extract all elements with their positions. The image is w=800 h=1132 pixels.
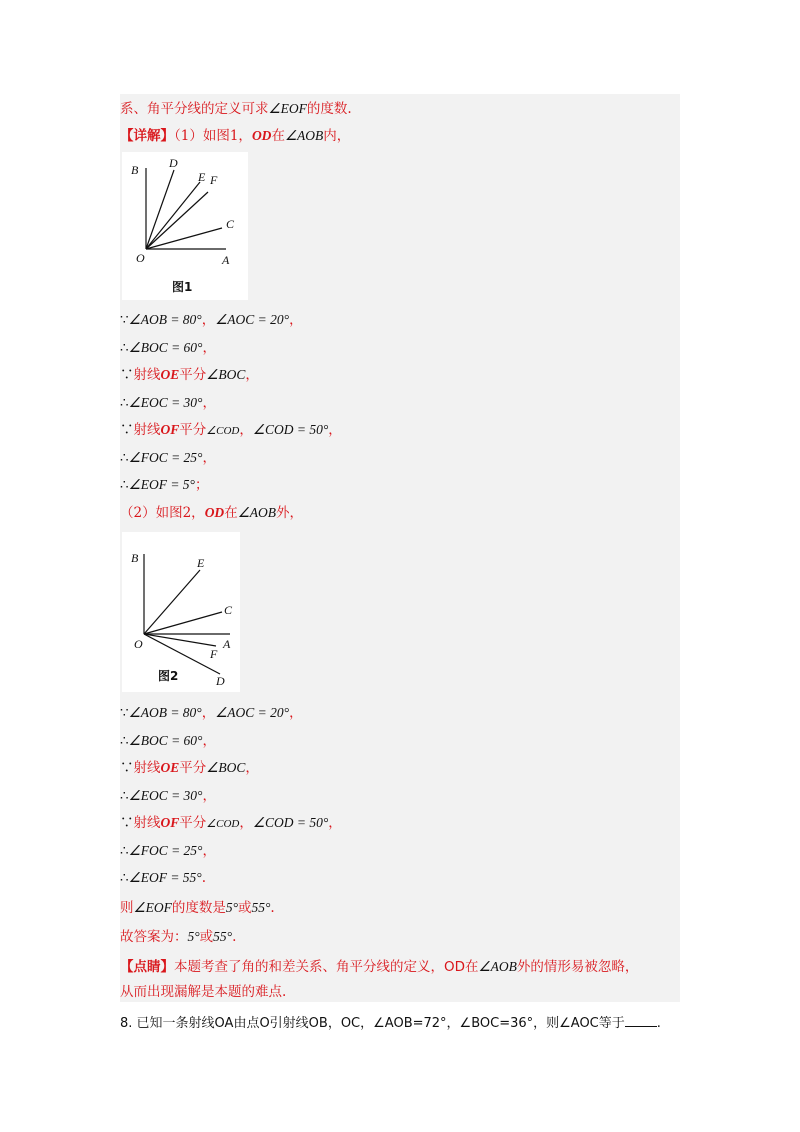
step-symbol: ∵ — [120, 760, 134, 776]
step-symbol: ∴ — [120, 733, 129, 749]
step-expr: ∠EOC = 30° — [128, 395, 203, 410]
conclusion-value-2: 55° — [251, 900, 271, 915]
step-ray: OE — [160, 367, 180, 382]
label-o: O — [134, 637, 143, 651]
detail2-expr: ∠AOB — [237, 505, 277, 520]
step-2-1 — [120, 704, 303, 722]
step-symbol: ∴ — [120, 843, 129, 859]
step-1-2 — [120, 339, 216, 357]
detail1-text: （1）如图1， — [174, 128, 252, 144]
label-o: O — [136, 251, 145, 265]
question-text: 已知一条射线OA由点O引射线OB，OC，∠AOB=72°，∠BOC=36°，则∠AOC等于 — [136, 1016, 625, 1031]
label-e: E — [197, 556, 205, 570]
label-a: A — [223, 637, 231, 651]
comment-text-b: 在 — [465, 959, 479, 975]
step-expr: ∠EOF = 55° — [128, 870, 202, 885]
step-symbol: ∴ — [120, 450, 129, 466]
step-expr: ∠FOC = 25° — [128, 843, 203, 858]
figure-1-diagram — [122, 152, 248, 300]
step-end: ， — [245, 760, 259, 776]
step-expr: ∠EOC = 30° — [128, 788, 203, 803]
step-text2: 平分 — [179, 367, 207, 383]
step-text: 射线 — [133, 422, 161, 438]
step-2-6 — [120, 842, 216, 860]
step-1-7 — [120, 476, 208, 494]
comment-line-1 — [120, 958, 638, 976]
conclusion-text: 则 — [120, 900, 134, 916]
detail2-mid: 在 — [224, 505, 238, 521]
detail2-od: OD — [204, 505, 225, 520]
step-end: ， — [202, 733, 216, 749]
step-expr: ∠FOC = 25° — [128, 450, 203, 465]
label-d: D — [169, 156, 178, 170]
step-text: 射线 — [133, 367, 161, 383]
label-f: F — [210, 173, 218, 187]
step-symbol: ∵ — [120, 815, 134, 831]
step-expr2: ∠COD = 50° — [252, 422, 329, 437]
intro-text: 系、角平分线的定义可求 — [120, 101, 269, 117]
step-1-6 — [120, 449, 216, 467]
step-expr: ∠EOF = 5° — [128, 477, 195, 492]
step-end: ， — [289, 705, 303, 721]
step-end: ， — [245, 367, 259, 383]
label-d: D — [216, 674, 225, 688]
step-sep: ， — [201, 312, 216, 328]
step-symbol: ∵ — [120, 422, 134, 438]
step-end: ， — [328, 815, 342, 831]
step-expr: ∠BOC — [206, 367, 246, 382]
step-end: ， — [202, 450, 216, 466]
step-2-7 — [120, 869, 206, 887]
label-c: C — [224, 603, 233, 617]
figure-2 — [122, 532, 240, 692]
ray-od — [146, 170, 174, 249]
step-ray: OF — [160, 422, 180, 437]
label-c: C — [226, 217, 235, 231]
answer-text: 故答案为： — [120, 929, 188, 945]
detail2-after: 外， — [276, 505, 304, 521]
detail1-mid: 在 — [271, 128, 285, 144]
label-b: B — [131, 551, 139, 565]
step-text: 射线 — [133, 815, 161, 831]
comment-text-c: 外的情形易被忽略， — [516, 959, 639, 975]
step-text2: 平分 — [179, 422, 207, 438]
comment-text-a: 本题考查了角的和差关系、角平分线的定义， — [174, 959, 444, 975]
detail-tag: 【详解】 — [120, 128, 174, 144]
comment-tag: 【点睛】 — [120, 959, 174, 975]
conclusion-text2: 的度数是 — [171, 900, 226, 916]
question-8 — [120, 1012, 661, 1031]
step-sep: ， — [201, 705, 216, 721]
step-symbol: ∵ — [120, 367, 134, 383]
ray-oc — [144, 612, 222, 634]
answer-end: . — [232, 929, 237, 945]
figure-2-diagram — [122, 532, 240, 692]
step-end: . — [201, 870, 206, 886]
conclusion-value-1: 5° — [225, 900, 239, 915]
intro-expr: ∠EOF — [268, 101, 307, 116]
comment-line-2 — [120, 983, 286, 1001]
step-expr: ∠COD — [206, 818, 240, 830]
figure-1 — [122, 152, 248, 300]
step-2-5 — [120, 814, 342, 833]
conclusion-line — [120, 899, 275, 917]
detail1-od: OD — [251, 128, 272, 143]
step-1-3 — [120, 366, 259, 384]
comment-od: OD — [444, 959, 466, 975]
detail-line-1 — [120, 127, 350, 145]
step-2-3 — [120, 759, 259, 777]
step-1-4 — [120, 394, 216, 412]
step-symbol: ∴ — [120, 477, 129, 493]
step-expr2: ∠AOC = 20° — [215, 312, 290, 327]
answer-blank[interactable] — [625, 1014, 657, 1027]
answer-value-1: 5° — [187, 929, 200, 944]
step-sep: ， — [239, 815, 253, 831]
step-end: ， — [202, 788, 216, 804]
step-2-4 — [120, 787, 216, 805]
step-expr: ∠AOB = 80° — [128, 312, 202, 327]
answer-line — [120, 928, 236, 946]
step-expr: ∠BOC — [206, 760, 246, 775]
step-ray: OF — [160, 815, 180, 830]
step-1-1 — [120, 311, 303, 329]
step-end: ， — [289, 312, 303, 328]
step-expr: ∠AOB = 80° — [128, 705, 202, 720]
conclusion-expr: ∠EOF — [133, 900, 172, 915]
question-end: . — [656, 1016, 661, 1031]
label-a: A — [222, 253, 230, 267]
answer-value-2: 55° — [213, 929, 233, 944]
conclusion-end: . — [270, 900, 275, 916]
detail1-after: 内， — [323, 128, 351, 144]
intro-line — [120, 100, 352, 118]
step-end: ， — [328, 422, 342, 438]
comment-expr: ∠AOB — [478, 959, 517, 974]
label-f: F — [210, 647, 218, 661]
step-sep: ， — [239, 422, 253, 438]
step-symbol: ∴ — [120, 395, 129, 411]
step-ray: OE — [160, 760, 180, 775]
question-number: 8. — [120, 1016, 133, 1031]
ray-oe — [146, 182, 200, 249]
step-text2: 平分 — [179, 760, 207, 776]
label-b: B — [131, 163, 139, 177]
step-expr: ∠BOC = 60° — [128, 340, 203, 355]
step-end: ， — [202, 340, 216, 356]
ray-oe — [144, 570, 200, 634]
answer-or: 或 — [199, 929, 214, 945]
label-e: E — [198, 170, 206, 184]
step-symbol: ∴ — [120, 870, 129, 886]
step-text2: 平分 — [179, 815, 207, 831]
step-expr: ∠COD — [206, 425, 240, 437]
step-end: ， — [202, 395, 216, 411]
step-symbol: ∴ — [120, 788, 129, 804]
step-end: ； — [194, 477, 209, 493]
step-symbol: ∵ — [120, 705, 129, 721]
step-symbol: ∴ — [120, 340, 129, 356]
step-text: 射线 — [133, 760, 161, 776]
step-1-5 — [120, 421, 342, 440]
step-expr: ∠BOC = 60° — [128, 733, 203, 748]
step-2-2 — [120, 732, 216, 750]
step-expr2: ∠AOC = 20° — [215, 705, 290, 720]
conclusion-or: 或 — [238, 900, 252, 916]
figure-2-caption: 图2 — [158, 669, 179, 683]
detail-line-2 — [120, 504, 303, 522]
detail2-text: （2）如图2， — [120, 505, 205, 521]
figure-1-caption: 图1 — [172, 280, 193, 294]
step-end: ， — [202, 843, 216, 859]
intro-text-end: 的度数. — [306, 101, 352, 117]
detail1-expr: ∠AOB — [284, 128, 324, 143]
step-symbol: ∵ — [120, 312, 129, 328]
step-expr2: ∠COD = 50° — [252, 815, 329, 830]
comment-text-line2: 从而出现漏解是本题的难点. — [120, 984, 287, 1000]
